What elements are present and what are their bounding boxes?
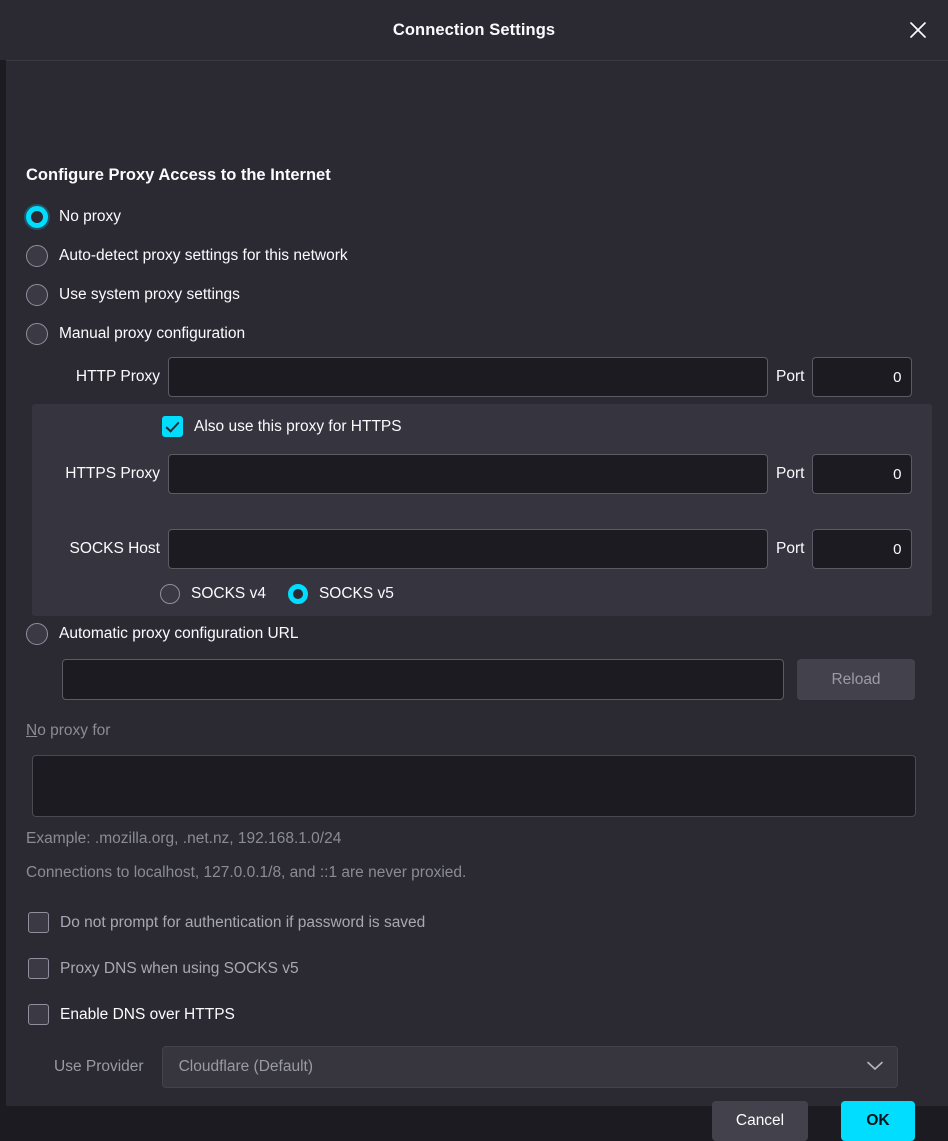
radio-socks-v4-label: SOCKS v4 [191, 585, 266, 602]
http-port-input[interactable] [812, 357, 912, 397]
provider-select-value: Cloudflare (Default) [178, 1058, 313, 1075]
radio-auto-detect-proxy-label: Auto-detect proxy settings for this network [59, 247, 348, 264]
radio-indicator [26, 323, 48, 345]
radio-system-proxy[interactable] [26, 284, 240, 306]
checkbox-enable-doh[interactable] [28, 1004, 235, 1025]
checkbox-proxy-dns-socks5-label: Proxy DNS when using SOCKS v5 [60, 959, 299, 977]
radio-system-proxy-label: Use system proxy settings [59, 286, 240, 303]
radio-manual-proxy-label: Manual proxy configuration [59, 325, 246, 342]
checkbox-no-auth-prompt-label: Do not prompt for authentication if password is saved [60, 913, 426, 931]
https-port-input[interactable] [812, 454, 912, 494]
radio-indicator [26, 245, 48, 267]
provider-row [54, 1046, 898, 1088]
chevron-down-icon [867, 1058, 883, 1076]
radio-indicator [26, 623, 48, 645]
provider-select[interactable] [162, 1046, 898, 1088]
radio-socks-v4[interactable] [160, 584, 180, 604]
ok-button[interactable]: OK [841, 1101, 915, 1141]
checkbox-indicator [28, 912, 49, 933]
checkbox-proxy-dns-socks5[interactable] [28, 958, 299, 979]
cancel-button[interactable]: Cancel [712, 1101, 808, 1141]
no-proxy-for-label: No proxy for [26, 722, 111, 739]
http-port-label: Port [776, 368, 805, 385]
radio-automatic-proxy-url-label: Automatic proxy configuration URL [59, 625, 299, 642]
provider-label: Use Provider [54, 1058, 144, 1075]
checkbox-no-auth-prompt[interactable] [28, 912, 425, 933]
https-proxy-label: HTTPS Proxy [65, 465, 160, 482]
no-proxy-example-text: Example: .mozilla.org, .net.nz, 192.168.1.0/24 [26, 830, 342, 847]
https-proxy-input[interactable] [168, 454, 768, 494]
https-port-label: Port [776, 465, 805, 482]
radio-no-proxy[interactable] [26, 206, 121, 228]
radio-automatic-proxy-url[interactable] [26, 623, 299, 645]
radio-indicator [26, 206, 48, 228]
close-icon[interactable] [896, 8, 940, 52]
radio-socks-v5[interactable] [288, 584, 308, 604]
radio-auto-detect-proxy[interactable] [26, 245, 348, 267]
dialog-titlebar [0, 0, 948, 61]
http-proxy-row [64, 357, 912, 397]
no-proxy-for-label-text: o proxy for [37, 722, 111, 739]
no-proxy-for-textarea[interactable] [32, 755, 916, 817]
no-proxy-note-text: Connections to localhost, 127.0.0.1/8, and ::1 are never proxied. [26, 864, 467, 881]
radio-socks-v5-label: SOCKS v5 [318, 585, 394, 602]
socks-host-row [58, 529, 912, 569]
socks-host-input[interactable] [168, 529, 768, 569]
socks-version-group [160, 584, 394, 604]
https-proxy-row [56, 454, 912, 494]
also-use-proxy-for-https-checkbox[interactable] [162, 416, 402, 437]
checkbox-indicator [28, 1004, 49, 1025]
radio-indicator [26, 284, 48, 306]
socks-port-input[interactable] [812, 529, 912, 569]
socks-port-label: Port [776, 540, 805, 557]
dialog-title: Connection Settings [392, 20, 556, 39]
http-proxy-input[interactable] [168, 357, 768, 397]
pac-url-input[interactable] [62, 659, 784, 700]
socks-host-label: SOCKS Host [69, 540, 160, 557]
http-proxy-label: HTTP Proxy [75, 368, 160, 385]
also-use-proxy-for-https-label: Also use this proxy for HTTPS [194, 417, 402, 435]
page-title: Configure Proxy Access to the Internet [26, 166, 331, 184]
dialog-content [0, 61, 948, 1129]
checkbox-indicator [28, 958, 49, 979]
radio-no-proxy-label: No proxy [59, 208, 122, 225]
reload-button[interactable]: Reload [797, 659, 915, 700]
checkbox-enable-doh-label: Enable DNS over HTTPS [60, 1005, 235, 1023]
radio-manual-proxy[interactable] [26, 323, 245, 345]
checkbox-indicator [162, 416, 183, 437]
